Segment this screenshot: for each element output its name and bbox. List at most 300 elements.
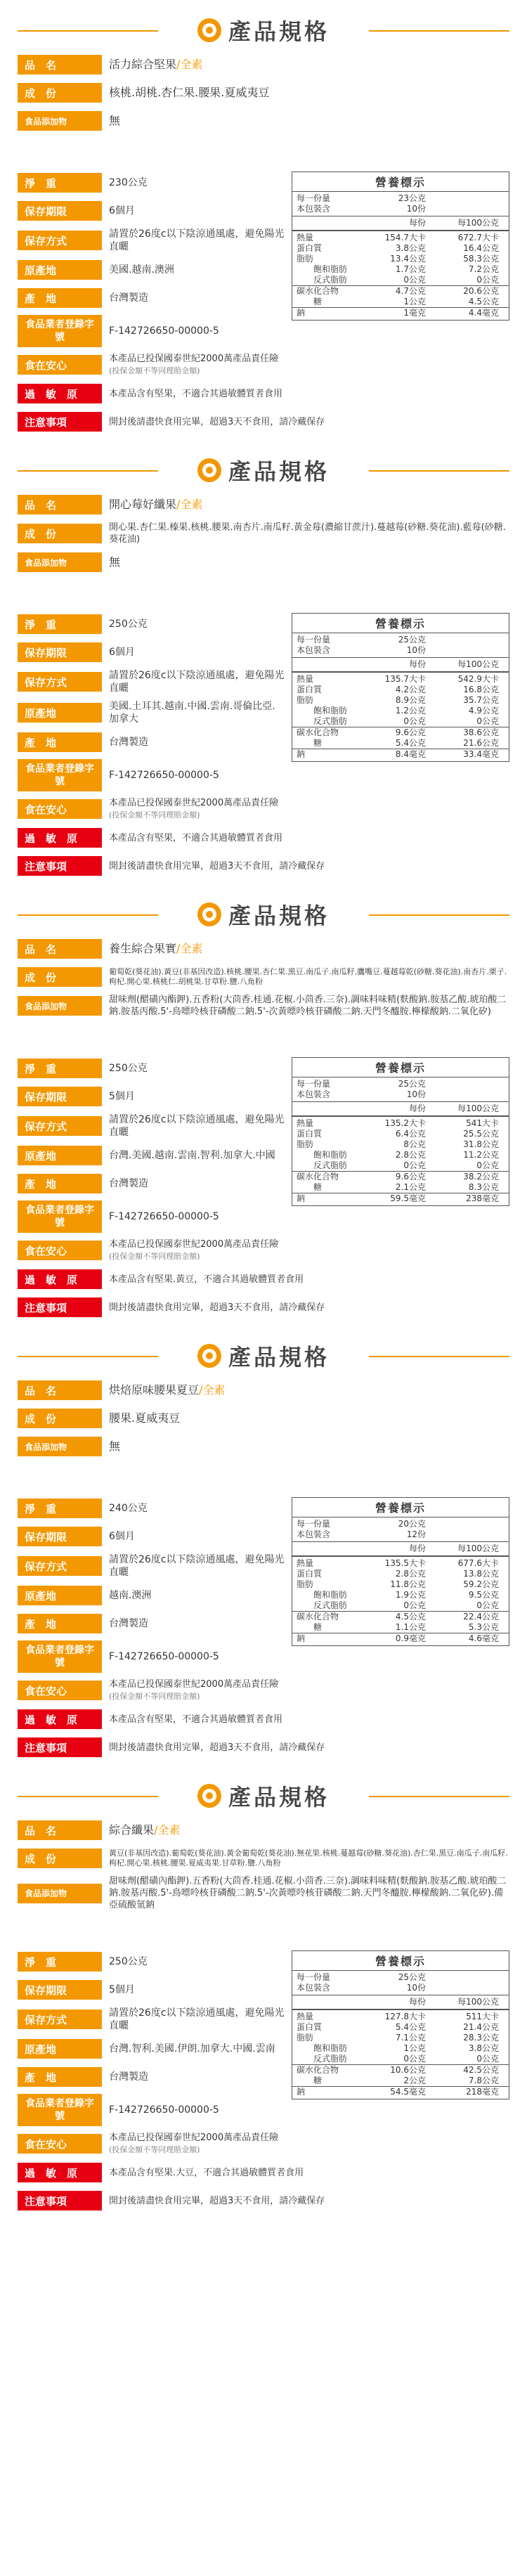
nutrient-per-100g: 31.8公克: [463, 1139, 499, 1149]
header-line: [18, 470, 158, 472]
nutrition-serving-block: [292, 1077, 509, 1101]
notice-value: 開封後請盡快食用完畢，超過3天不食用，請冷藏保存: [109, 416, 325, 427]
storage-label: 保存方式: [18, 1116, 102, 1136]
details-block: [18, 1950, 509, 2126]
allergy-row: [18, 382, 509, 405]
details-left: [18, 1950, 285, 2126]
origin-value: 美國.越南.澳洲: [109, 264, 174, 276]
insurance-label: 食在安心: [18, 1681, 102, 1700]
nutrient-per-serving: 154.7大卡: [384, 233, 426, 242]
vegan-tag: /全素: [176, 942, 203, 955]
nutrition-columns: [292, 657, 509, 671]
nutrient-per-serving: 2公克: [403, 2076, 426, 2085]
name-label: 品 名: [18, 1380, 102, 1400]
nutrition-panel: [292, 171, 509, 347]
serving-size-row: [292, 1972, 509, 1983]
nutrient-per-100g: 4.4毫克: [468, 308, 499, 318]
per-serving-header: 每份: [408, 1103, 426, 1113]
allergy-value: 本產品含有堅果.黃豆，不適合其過敏體質者食用: [109, 1274, 304, 1285]
insurance-label: 食在安心: [18, 1241, 102, 1260]
nutrition-row-fat: [292, 2033, 509, 2043]
section-header: [18, 1778, 509, 1813]
nutrition-rows: [292, 671, 509, 761]
additives-row: [18, 994, 509, 1018]
origin-value: 台灣.智利.美國.伊朗.加拿大.中國.雲南: [109, 2043, 275, 2054]
nutrient-name: 蛋白質: [297, 1129, 323, 1139]
per-100g-header: 每100公克: [457, 1997, 499, 2007]
nutrient-per-serving: 0公克: [403, 1160, 426, 1170]
per-serving-header: 每份: [408, 218, 426, 228]
nutrition-row-sugar: [292, 2076, 509, 2086]
additives-value: 無: [109, 555, 121, 569]
nutrition-row-trans-fat: [292, 275, 509, 285]
ingredients-label: 成 份: [18, 1409, 102, 1428]
storage-row: [18, 228, 285, 253]
servings-row: [292, 1983, 509, 1993]
nutrient-per-100g: 9.5公克: [468, 1590, 499, 1600]
shelf-label: 保存期限: [18, 1087, 102, 1106]
nutrition-row-energy: [292, 674, 509, 685]
section-header: [18, 1338, 509, 1373]
origin-value: 台灣.美國.越南.雲南.智利.加拿大.中國: [109, 1150, 275, 1161]
header-line: [369, 30, 509, 32]
nutrition-row-trans-fat: [292, 2054, 509, 2064]
nutrition-rows: [292, 1555, 509, 1645]
nutrient-per-100g: 16.8公克: [463, 685, 499, 694]
nutrient-per-serving: 135.7大卡: [384, 674, 426, 684]
nutrition-row-energy: [292, 1118, 509, 1129]
notice-label: 注意事項: [18, 856, 102, 876]
storage-row: [18, 1113, 285, 1139]
nutrient-per-100g: 35.7公克: [463, 695, 499, 705]
nutrient-per-serving: 1公克: [403, 297, 426, 306]
nutrient-per-100g: 3.8公克: [468, 2043, 499, 2053]
nutrient-per-100g: 59.2公克: [463, 1579, 499, 1589]
origin-value: 越南.澳洲: [109, 1590, 152, 1601]
nutrient-per-100g: 672.7大卡: [457, 233, 499, 242]
additives-value: 無: [109, 1439, 121, 1453]
details-left: [18, 171, 285, 347]
servings-row: [292, 1089, 509, 1100]
additives-label: 食品添加物: [18, 1884, 102, 1903]
registration-row: [18, 2094, 285, 2126]
nutrient-per-serving: 59.5毫克: [390, 1193, 426, 1203]
nutrition-row-protein: [292, 2022, 509, 2033]
product-name-text: 綜合纖果: [109, 1823, 155, 1837]
details-left: [18, 613, 285, 791]
col-blank: [292, 218, 370, 228]
per-serving-header: 每份: [408, 659, 426, 669]
nutrient-per-serving: 1.9公克: [395, 1590, 426, 1600]
vegan-tag: /全素: [199, 1383, 226, 1397]
nutrient-per-100g: 33.4毫克: [463, 749, 499, 759]
nutrient-per-serving: 4.5公克: [395, 1612, 426, 1622]
nutrition-row-fat: [292, 1139, 509, 1150]
nutrition-row-fat: [292, 1579, 509, 1590]
product-spec-section: [18, 440, 509, 884]
producer-label: 產 地: [18, 2067, 102, 2087]
nutrient-name: 飽和脂肪: [313, 1590, 348, 1600]
spacer: [18, 574, 509, 607]
name-row: [18, 1819, 509, 1842]
registration-label: 食品業者登錄字號: [18, 2094, 102, 2126]
nutrition-row-carb: [292, 1171, 509, 1182]
allergy-value: 本產品含有堅果.大豆，不適合其過敏體質者食用: [109, 2167, 304, 2178]
nutrition-table: [292, 1057, 509, 1206]
storage-value: 請置於26度c以下陰涼通風處，避免陽光直曬: [109, 1114, 285, 1138]
header-line: [18, 30, 158, 32]
nutrition-head: 營養標示: [292, 1498, 509, 1517]
shelf-value: 6個月: [109, 647, 135, 658]
storage-label: 保存方式: [18, 672, 102, 692]
section-title: 產品規格: [228, 902, 330, 929]
registration-label: 食品業者登錄字號: [18, 1200, 102, 1233]
servings-label: 本包裝含: [297, 1089, 331, 1099]
registration-row: [18, 1200, 285, 1233]
origin-row: [18, 2038, 285, 2060]
nutrient-per-100g: 11.2公克: [463, 1150, 499, 1160]
insurance-label: 食在安心: [18, 799, 102, 819]
nutrition-row-sat-fat: [292, 706, 509, 716]
notice-label: 注意事項: [18, 1297, 102, 1317]
section-title: 產品規格: [228, 458, 330, 485]
allergy-value: 本產品含有堅果，不適合其過敏體質者食用: [109, 1714, 283, 1725]
storage-value: 請置於26度c以下陰涼通風處，避免陽光直曬: [109, 1554, 285, 1578]
nutrition-columns: [292, 1541, 509, 1555]
ingredients-row: [18, 522, 509, 545]
nutrient-name: 飽和脂肪: [313, 264, 348, 274]
nutrient-per-serving: 8.9公克: [395, 695, 426, 705]
title-wrap: [190, 898, 337, 931]
nutrition-head: 營養標示: [292, 172, 509, 192]
ingredients-label: 成 份: [18, 1849, 102, 1868]
brand-logo-icon: [197, 18, 221, 42]
nutrition-head: 營養標示: [292, 1951, 509, 1971]
serving-size-value: 25公克: [398, 1079, 426, 1089]
per-100g-header: 每100公克: [457, 218, 499, 228]
nutrient-name: 熱量: [297, 233, 314, 242]
section-title: 產品規格: [228, 1344, 330, 1371]
section-title: 產品規格: [228, 18, 330, 45]
nutrient-per-100g: 0公克: [476, 1600, 499, 1610]
nutrient-name: 脂肪: [297, 1579, 314, 1589]
additives-label: 食品添加物: [18, 996, 102, 1016]
notice-value: 開封後請盡快食用完畢，超過3天不食用，請冷藏保存: [109, 860, 325, 872]
origin-label: 原產地: [18, 260, 102, 280]
nutrition-table: [292, 1497, 509, 1646]
storage-row: [18, 669, 285, 694]
producer-value: 台灣製造: [109, 1178, 148, 1189]
col-blank: [292, 1543, 370, 1554]
serving-size-value: 25公克: [398, 635, 426, 645]
per-serving-header: 每份: [408, 1543, 426, 1553]
notice-row: [18, 410, 509, 433]
product-name: [102, 942, 509, 956]
nutrition-row-fat: [292, 254, 509, 264]
nutrient-name: 蛋白質: [297, 2022, 323, 2032]
nutrient-per-100g: 677.6大卡: [457, 1558, 499, 1568]
servings-label: 本包裝含: [297, 645, 331, 655]
notice-row: [18, 2189, 509, 2212]
nutrient-per-100g: 25.5公克: [463, 1129, 499, 1139]
registration-value: F-142726650-00000-5: [109, 325, 219, 337]
nutrient-per-serving: 1.7公克: [395, 264, 426, 274]
shelf-value: 5個月: [109, 1091, 135, 1102]
nutrition-row-sugar: [292, 297, 509, 307]
product-name: [102, 498, 509, 512]
nutrition-panel: [292, 1950, 509, 2126]
notice-label: 注意事項: [18, 1737, 102, 1757]
insurance-note: (投保金額不等同理賠金額): [109, 810, 200, 820]
nutrient-per-serving: 1.2公克: [395, 706, 426, 716]
notice-value: 開封後請盡快食用完畢，超過3天不食用，請冷藏保存: [109, 1302, 325, 1313]
servings-value: 10份: [406, 645, 426, 655]
nutrient-per-100g: 20.6公克: [463, 286, 499, 296]
insurance-note: (投保金額不等同理賠金額): [109, 1252, 200, 1261]
weight-label: 淨 重: [18, 614, 102, 634]
nutrient-per-serving: 1毫克: [403, 308, 426, 318]
weight-value: 250公克: [109, 619, 148, 630]
nutrient-name: 熱量: [297, 1118, 314, 1128]
details-block: [18, 1497, 509, 1673]
servings-value: 10份: [406, 1089, 426, 1099]
name-label: 品 名: [18, 1820, 102, 1840]
nutrient-name: 鈉: [297, 1193, 306, 1203]
nutrition-head: 營養標示: [292, 614, 509, 633]
storage-value: 請置於26度c以下陰涼通風處，避免陽光直曬: [109, 228, 285, 252]
nutrient-per-100g: 218毫克: [466, 2087, 499, 2097]
nutrition-row-energy: [292, 233, 509, 243]
storage-label: 保存方式: [18, 231, 102, 250]
product-name-text: 養生綜合果實: [109, 942, 177, 955]
nutrient-per-serving: 11.8公克: [390, 1579, 426, 1589]
servings-row: [292, 204, 509, 214]
nutrient-per-serving: 2.8公克: [395, 1569, 426, 1579]
shelf-label: 保存期限: [18, 1980, 102, 2000]
nutrition-row-sugar: [292, 1622, 509, 1633]
section-header: [18, 13, 509, 48]
insurance-note: (投保金額不等同理賠金額): [109, 1692, 200, 1701]
origin-row: [18, 1584, 285, 1607]
nutrition-columns: [292, 1995, 509, 2009]
nutrient-name: 鈉: [297, 1633, 306, 1643]
serving-size-row: [292, 193, 509, 204]
ingredients-value: 葡萄乾(葵花油).黃豆(非基因改造).核桃.腰果.杏仁果.黑豆.南瓜子.南瓜籽.鷹嘴豆.蔓越莓乾(砂糖.葵花油).南杏片.栗子.枸杞.開心果.核桃仁.胡桃果.甘草粉.鹽.八角粉: [109, 967, 507, 986]
additives-label: 食品添加物: [18, 1437, 102, 1456]
additives-row: [18, 1435, 509, 1458]
product-spec-section: [18, 884, 509, 1326]
notice-row: [18, 855, 509, 877]
allergy-label: 過 敏 原: [18, 384, 102, 403]
shelf-label: 保存期限: [18, 201, 102, 221]
ingredients-value: 黃豆(非基因改造).葡萄乾(葵花油).黃金葡萄乾(葵花油).無花果.核桃.蔓越莓(砂糖.葵花油).杏仁果.黑豆.南瓜子.南瓜籽.枸杞.開心果.核桃.腰果.夏威夷果.甘草粉.鹽.八角粉: [109, 1849, 508, 1868]
nutrition-row-sugar: [292, 1182, 509, 1193]
origin-value: 美國.土耳其.越南.中國.雲南.哥倫比亞.加拿大: [109, 701, 275, 725]
ingredients-row: [18, 1847, 509, 1870]
producer-row: [18, 287, 285, 309]
nutrient-per-100g: 7.8公克: [468, 2076, 499, 2085]
header-line: [369, 470, 509, 472]
name-label: 品 名: [18, 55, 102, 75]
allergy-value: 本產品含有堅果，不適合其過敏體質者食用: [109, 832, 283, 843]
nutrient-name: 反式脂肪: [313, 1160, 348, 1170]
nutrition-panel: [292, 1057, 509, 1233]
nutrient-per-100g: 0公克: [476, 1160, 499, 1170]
producer-row: [18, 1172, 285, 1195]
weight-label: 淨 重: [18, 1499, 102, 1518]
registration-value: F-142726650-00000-5: [109, 1211, 219, 1222]
nutrient-per-serving: 135.2大卡: [384, 1118, 426, 1128]
insurance-note: (投保金額不等同理賠金額): [109, 366, 200, 375]
nutrient-per-serving: 8公克: [403, 1139, 426, 1149]
nutrient-per-100g: 511大卡: [466, 2012, 499, 2021]
nutrient-per-100g: 8.3公克: [468, 1182, 499, 1192]
nutrition-row-protein: [292, 685, 509, 695]
nutrition-row-energy: [292, 1558, 509, 1569]
insurance-text: 本產品已投保國泰世紀2000萬產品責任險: [109, 2132, 279, 2143]
nutrient-name: 糖: [313, 738, 323, 748]
origin-label: 原產地: [18, 703, 102, 723]
producer-value: 台灣製造: [109, 737, 148, 748]
nutrient-name: 反式脂肪: [313, 716, 348, 726]
nutrition-row-sat-fat: [292, 264, 509, 275]
nutrient-per-serving: 9.6公克: [395, 1172, 426, 1182]
nutrition-row-carb: [292, 2064, 509, 2076]
details-block: [18, 171, 509, 347]
section-title: 產品規格: [228, 1784, 330, 1811]
servings-label: 本包裝含: [297, 1983, 331, 1993]
nutrient-per-serving: 9.6公克: [395, 727, 426, 737]
shelf-value: 6個月: [109, 1531, 135, 1542]
registration-label: 食品業者登錄字號: [18, 315, 102, 347]
header-line: [369, 1796, 509, 1797]
producer-label: 產 地: [18, 1614, 102, 1633]
section-header: [18, 897, 509, 932]
insurance-value: [102, 2132, 509, 2156]
weight-row: [18, 1950, 285, 1973]
nutrition-row-protein: [292, 1129, 509, 1139]
serving-size-label: 每一份量: [297, 193, 331, 203]
nutrient-name: 碳水化合物: [297, 1612, 339, 1622]
nutrient-per-serving: 5.4公克: [395, 738, 426, 748]
header-line: [18, 1796, 158, 1797]
registration-value: F-142726650-00000-5: [109, 770, 219, 781]
per-100g-header: 每100公克: [457, 1103, 499, 1113]
storage-row: [18, 2007, 285, 2032]
producer-value: 台灣製造: [109, 1618, 148, 1629]
nutrition-row-fat: [292, 695, 509, 706]
servings-value: 10份: [406, 1983, 426, 1993]
nutrient-per-serving: 4.2公克: [395, 685, 426, 694]
nutrient-per-100g: 0公克: [476, 275, 499, 285]
nutrient-per-100g: 21.6公克: [463, 738, 499, 748]
details-left: [18, 1057, 285, 1233]
nutrient-per-100g: 42.5公克: [463, 2065, 499, 2075]
shelf-value: 6個月: [109, 205, 135, 216]
shelf-row: [18, 200, 285, 222]
notice-row: [18, 1296, 509, 1319]
title-wrap: [190, 14, 337, 46]
serving-size-row: [292, 1519, 509, 1529]
servings-value: 10份: [406, 204, 426, 214]
nutrient-name: 飽和脂肪: [313, 706, 348, 716]
col-blank: [292, 1103, 370, 1114]
producer-value: 台灣製造: [109, 292, 148, 304]
shelf-row: [18, 1085, 285, 1108]
insurance-text: 本產品已投保國泰世紀2000萬產品責任險: [109, 1239, 279, 1250]
nutrient-name: 蛋白質: [297, 685, 323, 694]
nutrient-name: 反式脂肪: [313, 2054, 348, 2064]
name-row: [18, 938, 509, 960]
additives-value: 甜味劑(醋磺內酯鉀).五香粉(大茴香.桂通.花椒.小茴香.三奈).調味料味精(麩酸鈉.胺基乙酸.琥珀酸二鈉.胺基丙酸.5'-鳥嘌呤核苷磷酸二鈉.5'-次黃嘌呤核苷磷酸二鈉.天門冬醯胺.檸檬酸鈉.二氧化矽): [109, 995, 507, 1017]
allergy-row: [18, 827, 509, 849]
serving-size-value: 20公克: [398, 1519, 426, 1529]
ingredients-value: 核桃.胡桃.杏仁果.腰果.夏威夷豆: [109, 86, 270, 99]
nutrition-table: [292, 1950, 509, 2099]
nutrition-row-sodium: [292, 1193, 509, 1204]
weight-label: 淨 重: [18, 1952, 102, 1972]
vegan-tag: /全素: [176, 58, 203, 71]
nutrition-columns: [292, 216, 509, 230]
ingredients-row: [18, 966, 509, 988]
storage-row: [18, 1553, 285, 1579]
origin-label: 原產地: [18, 1586, 102, 1605]
nutrient-per-serving: 3.8公克: [395, 243, 426, 253]
weight-value: 230公克: [109, 177, 148, 188]
shelf-label: 保存期限: [18, 642, 102, 662]
nutrient-per-serving: 0公克: [403, 275, 426, 285]
notice-label: 注意事項: [18, 2191, 102, 2211]
spacer: [18, 1911, 509, 1945]
shelf-row: [18, 1979, 285, 2001]
registration-row: [18, 1640, 285, 1673]
nutrition-row-trans-fat: [292, 1600, 509, 1611]
title-wrap: [190, 1340, 337, 1372]
additives-row: [18, 551, 509, 574]
nutrient-per-100g: 4.5公克: [468, 297, 499, 306]
name-label: 品 名: [18, 495, 102, 514]
allergy-row: [18, 2161, 509, 2184]
producer-label: 產 地: [18, 1174, 102, 1193]
product-spec-section: [18, 1766, 509, 2219]
nutrient-per-serving: 6.4公克: [395, 1129, 426, 1139]
insurance-note: (投保金額不等同理賠金額): [109, 2145, 200, 2154]
nutrient-per-100g: 38.2公克: [463, 1172, 499, 1182]
insurance-text: 本產品已投保國泰世紀2000萬產品責任險: [109, 1679, 279, 1690]
header-line: [369, 914, 509, 916]
registration-row: [18, 759, 285, 791]
header-line: [18, 914, 158, 916]
origin-row: [18, 259, 285, 281]
nutrition-panel: [292, 1497, 509, 1673]
nutrient-name: 鈉: [297, 2087, 306, 2097]
nutrition-row-sat-fat: [292, 2043, 509, 2054]
shelf-row: [18, 1525, 285, 1548]
header-line: [369, 1356, 509, 1357]
shelf-label: 保存期限: [18, 1527, 102, 1546]
nutrition-serving-block: [292, 192, 509, 216]
nutrition-row-sodium: [292, 1633, 509, 1644]
title-wrap: [190, 1780, 337, 1812]
nutrient-per-serving: 135.5大卡: [384, 1558, 426, 1568]
nutrition-row-sat-fat: [292, 1150, 509, 1160]
insurance-value: [102, 797, 509, 821]
allergy-label: 過 敏 原: [18, 1709, 102, 1729]
insurance-row: [18, 2132, 509, 2156]
nutrition-row-carb: [292, 1611, 509, 1622]
nutrition-serving-block: [292, 1517, 509, 1541]
nutrient-per-serving: 1.1公克: [395, 1622, 426, 1632]
